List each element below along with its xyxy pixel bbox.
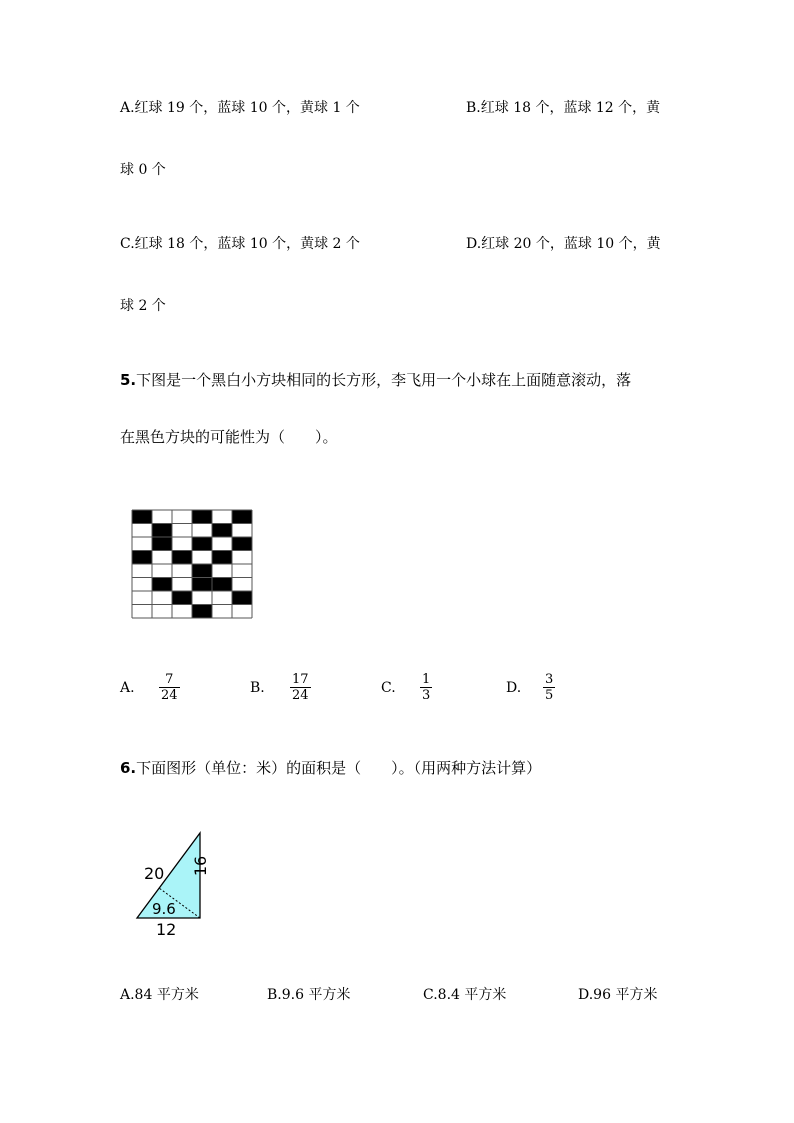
grid-cell-white bbox=[212, 605, 232, 619]
q6-number: 6. bbox=[120, 759, 137, 777]
grid-cell-white bbox=[212, 537, 232, 551]
q5-option-b-numerator: 17 bbox=[292, 672, 309, 687]
grid-cell-white bbox=[152, 510, 172, 524]
grid-cell-black bbox=[152, 524, 172, 538]
q5-option-d-fraction bbox=[543, 673, 555, 702]
grid-cell-white bbox=[132, 524, 152, 538]
grid-cell-white bbox=[212, 510, 232, 524]
grid-cell-black bbox=[232, 591, 252, 605]
grid-cell-white bbox=[152, 551, 172, 565]
grid-cell-black bbox=[172, 591, 192, 605]
q5-option-b-denominator: 24 bbox=[292, 688, 309, 703]
grid-cell-black bbox=[192, 605, 212, 619]
grid-cell-white bbox=[152, 605, 172, 619]
grid-cell-white bbox=[232, 551, 252, 565]
grid-cell-white bbox=[172, 564, 192, 578]
grid-cell-black bbox=[192, 564, 212, 578]
grid-cell-black bbox=[212, 524, 232, 538]
q5-option-d-denominator: 5 bbox=[545, 688, 554, 703]
q5-option-c-label: C. bbox=[381, 680, 396, 696]
q6-option-b: B.9.6 平方米 bbox=[267, 987, 351, 1003]
grid-cell-white bbox=[172, 524, 192, 538]
grid-cell-white bbox=[192, 551, 212, 565]
grid-cell-white bbox=[172, 510, 192, 524]
q6-height-label: 9.6 bbox=[152, 900, 176, 918]
q4-option-b-line2: 球 0 个 bbox=[120, 162, 166, 178]
q4-option-a: A.红球 19 个，蓝球 10 个，黄球 1 个 bbox=[120, 100, 360, 116]
q5-checker-grid bbox=[131, 509, 257, 620]
q5-option-d-label: D. bbox=[506, 680, 522, 696]
grid-cell-white bbox=[132, 591, 152, 605]
q5-number: 5. bbox=[120, 371, 137, 389]
grid-cell-white bbox=[132, 578, 152, 592]
q6-text bbox=[120, 757, 541, 778]
grid-cell-black bbox=[212, 578, 232, 592]
grid-cell-black bbox=[152, 578, 172, 592]
grid-cell-white bbox=[232, 605, 252, 619]
grid-cell-black bbox=[192, 510, 212, 524]
q4-option-d-line1: D.红球 20 个，蓝球 10 个，黄 bbox=[466, 236, 661, 252]
q5-option-c-numerator: 1 bbox=[422, 672, 431, 687]
grid-cell-white bbox=[132, 564, 152, 578]
q6-prompt: 下面图形（单位：米）的面积是（ ）。（用两种方法计算） bbox=[136, 759, 542, 777]
q5-option-b-label: B. bbox=[250, 680, 265, 696]
q6-hyp-label: 20 bbox=[144, 864, 165, 883]
q5-option-a-denominator: 24 bbox=[161, 688, 178, 703]
q6-triangle-figure bbox=[130, 825, 230, 940]
q5-option-b-fraction bbox=[290, 673, 311, 702]
q6-option-c: C.8.4 平方米 bbox=[423, 987, 507, 1003]
q5-text-line2: 在黑色方块的可能性为（ ）。 bbox=[120, 428, 338, 446]
grid-cell-white bbox=[172, 537, 192, 551]
q5-option-c-fraction bbox=[420, 673, 432, 702]
grid-cell-white bbox=[192, 591, 212, 605]
grid-cell-black bbox=[212, 551, 232, 565]
grid-cell-white bbox=[232, 578, 252, 592]
q4-option-b-line1: B.红球 18 个，蓝球 12 个，黄 bbox=[466, 100, 661, 116]
q6-base-label: 12 bbox=[156, 920, 177, 939]
q5-option-a-fraction bbox=[159, 673, 180, 702]
grid-cell-black bbox=[232, 510, 252, 524]
grid-cell-white bbox=[132, 537, 152, 551]
q6-vert-label: 16 bbox=[191, 855, 210, 877]
q5-prompt: 下图是一个黑白小方块相同的长方形，李飞用一个小球在上面随意滚动，落 bbox=[136, 371, 632, 389]
grid-cell-black bbox=[132, 510, 152, 524]
grid-cell-black bbox=[172, 551, 192, 565]
grid-cell-white bbox=[152, 591, 172, 605]
grid-cell-white bbox=[212, 591, 232, 605]
grid-cell-black bbox=[232, 537, 252, 551]
grid-cell-black bbox=[192, 578, 212, 592]
grid-cell-white bbox=[212, 564, 232, 578]
grid-cell-black bbox=[152, 537, 172, 551]
q6-option-a: A.84 平方米 bbox=[120, 987, 199, 1003]
grid-cell-white bbox=[152, 564, 172, 578]
q5-option-d-numerator: 3 bbox=[545, 672, 554, 687]
q4-option-d-line2: 球 2 个 bbox=[120, 298, 166, 314]
q5-text-line1 bbox=[120, 369, 631, 390]
grid-cell-black bbox=[132, 551, 152, 565]
grid-cell-white bbox=[232, 564, 252, 578]
grid-cell-white bbox=[132, 605, 152, 619]
grid-cell-white bbox=[192, 524, 212, 538]
q5-option-a-label: A. bbox=[120, 680, 135, 696]
grid-cell-white bbox=[172, 605, 192, 619]
grid-cell-black bbox=[192, 537, 212, 551]
q5-option-c-denominator: 3 bbox=[422, 688, 431, 703]
q6-option-d: D.96 平方米 bbox=[578, 987, 658, 1003]
q4-option-c: C.红球 18 个，蓝球 10 个，黄球 2 个 bbox=[120, 236, 360, 252]
q5-option-a-numerator: 7 bbox=[165, 672, 174, 687]
grid-cell-white bbox=[172, 578, 192, 592]
grid-cell-white bbox=[232, 524, 252, 538]
